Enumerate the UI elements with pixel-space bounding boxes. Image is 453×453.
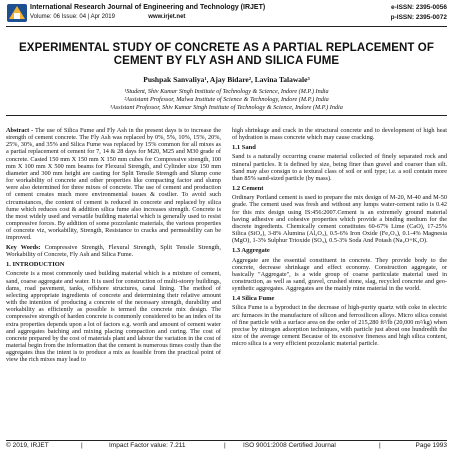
irjet-logo-icon (6, 3, 28, 23)
volume-issue (30, 14, 185, 20)
journal-title: International Research Journal of Engineering and Technology (IRJET) (30, 4, 266, 11)
introduction-continued: high shrinkage and crack in the structural concrete and to development of high heat of hydration is mass concrete which may cause cracking. (232, 127, 447, 142)
footer-rule (6, 440, 447, 441)
keywords-paragraph (6, 244, 221, 258)
left-column (6, 127, 221, 366)
abstract-text: The use of Silica Fume and Fly Ash in the present days is to increase the strength of cement concrete. The Fly Ash was replaced by 0%, 5%, 10%, 15%, 20%, 25%, 30%, and 35% and Silica Fume was replaced by 15% common for all mixes as a partial replacement of cement for 7, 14 & 28 days for M20, M25 and M30 grade of concrete. Casted 150 mm X 150 mm X 150 mm cubes for Compressive strength, 100 mm X 100 mm X 500 mm beams for Flexural Strength, and Cylinder size 150 mm diameter and 300 mm height are casting for Split Tensile Strength and Slump cone for workability of concrete and other properties like compacting factor and slump were also determined for three mixes of concrete. The use of cement and production of cement creates much more environmental issues & costlier. To avoid such circumstances, the content of cement is reduced in concrete and replaced by silica fume which reduces cost & addition silica fume also increases strength. Concrete is the most widely used and versatile building material which is generally used to resist compressive forces. By addition of some pozzolanic materials, the various properties of concrete viz, workability, Strength, Resistance to cracks and permeability can be improved. (6, 127, 222, 242)
sand-text: Sand is a naturally occurring coarse material collected of finely separated rock and mineral particles. It is defined by size, being finer than gravel and coarser than silt. Sand may also consign to a textural class of soil or soil type; i.e. a soil contain more than 85% sand-sized particle (by mass). (232, 153, 447, 182)
footer-iso: ISO 9001:2008 Certified Journal (243, 442, 336, 449)
author-list: Pushpak Sanvaliya¹, Ajay Bidare², Lavina Talawale³ (143, 75, 310, 84)
affiliation-1: ¹Student, Shiv Kumar Singh Institute of Technology & Science, Indore (M.P.) India (124, 88, 329, 95)
journal-website-link[interactable]: www.irjet.net (148, 14, 186, 20)
footer-impact-factor: Impact Factor value: 7.211 (109, 442, 186, 449)
page-footer (6, 442, 447, 451)
right-column (232, 127, 447, 350)
footer-copyright: © 2019, IRJET (6, 442, 49, 449)
abstract-label: Abstract - (6, 127, 34, 134)
cement-heading: 1.2 Cement (232, 185, 264, 193)
affiliation-2: ²Assistant Professor, Malwa Institute of Science & Technology, Indore (M.P.) India (124, 96, 329, 103)
footer-divider-2: | (224, 442, 226, 449)
volume-text: Volume: 06 Issue: 04 | Apr 2019 (30, 14, 115, 20)
e-issn: e-ISSN: 2395-0056 (390, 4, 447, 11)
footer-divider-1: | (81, 442, 83, 449)
keywords-text: Compressive Strength, Flexural Strength, Split Tensile Strength, Workability of Concrete, Fly Ash and Silica Fume. (6, 244, 221, 259)
footer-divider-3: | (379, 442, 381, 449)
introduction-heading: 1. INTRODUCTION (6, 261, 65, 269)
header-rule (6, 26, 447, 27)
silica-fume-heading: 1.4 Silica Fume (232, 295, 275, 303)
journal-header (6, 3, 447, 25)
introduction-text: Concrete is a most commonly used building material which is a mixture of cement, sand, coarse aggregate and water. It is used for construction of multi-storey buildings, dams, road pavement, tanks, offshore structures, canal lining. The method of selecting appropriate ingredients of concrete and determining their relative amount with the intention of producing a concrete of the necessary strength, durability and workability as efficiently as possible is termed the concrete mix design. The compressive strength of harden concrete is commonly considered to be an index of its extra properties depends upon a lot of factors e.g. worth and amount of cement water and aggregates batching and mixing placing compaction and curing. The cost of concrete prepared by the cost of materials plant and labour the variation in the cost of material begin from the information that the cement is numerous times costly than the aggregates thus the intent is to produce a mix as feasible from the practical point of view the rich mixes may lead to (6, 270, 221, 364)
paper-title: EXPERIMENTAL STUDY OF CONCRETE AS A PARTIAL REPLACEMENT OF CEMENT BY FLY ASH AND SILICA FUME (19, 42, 434, 67)
keywords-label: Key Words: (6, 244, 41, 251)
sand-heading: 1.1 Sand (232, 144, 256, 152)
aggregate-text: Aggregate are the essential constituent in concrete. They provide body to the concrete, decrease shrinkage and effect economy. Construction aggregate, or basically "Aggregate", is a wide group of coarse particulate material used in construction, as well as sand, gravel, crushed stone, slag, recycled concrete and geo-synthetic aggregates. Aggregates are the mainly mine material in the world. (232, 256, 447, 293)
silica-fume-text: Silica Fume is a byproduct in the decrease of high-purity quartz with coke in electric arc furnaces in the manufacture of silicon and ferrosilicon alloys. Micro silica consist of fine particle with a surface area on the order of 215,280 ft²/lb (20,000 m²/kg) when precise by nitrogen adsorption techniques, with particle just about one hundredth the size of the average cement Because of its excessive fineness and high silica content, micro silica is a very efficient pozzolanic material particle. (232, 304, 447, 348)
cement-text: Ordinary Portland cement is used to prepare the mix design of M-20, M-40 and M-50 grade. The cement used was fresh and without any lumps water-cement ratio is 0.42 for this mix design using IS:456:2007.Cement is an extremely ground material having adhesive and cohesive properties which provide a binding medium for the discrete ingredients. Chemically cement constitutes 60-67% Lime (CaO), 17-25% Silica (SiO₂), 3-8% Alumina (Al₂O₃), 0.5-6% Iron Oxide (Fe₂O₃), 0.1-4% Magnesia (MgO), 1-3% Sulphur Trioxide (SO₃), 0.5-3% Soda And Potash (Na₂O+K₂O). (232, 194, 447, 245)
affiliation-rule (6, 115, 447, 116)
affiliation-3: ³Assistant Professor, Shiv Kumar Singh Institute of Technology & Science, Indore (M.P.) India (110, 104, 343, 111)
p-issn: p-ISSN: 2395-0072 (390, 14, 447, 21)
aggregate-heading: 1.3 Aggregate (232, 247, 270, 255)
abstract-paragraph (6, 127, 221, 242)
footer-page-number: Page 1993 (415, 442, 447, 449)
